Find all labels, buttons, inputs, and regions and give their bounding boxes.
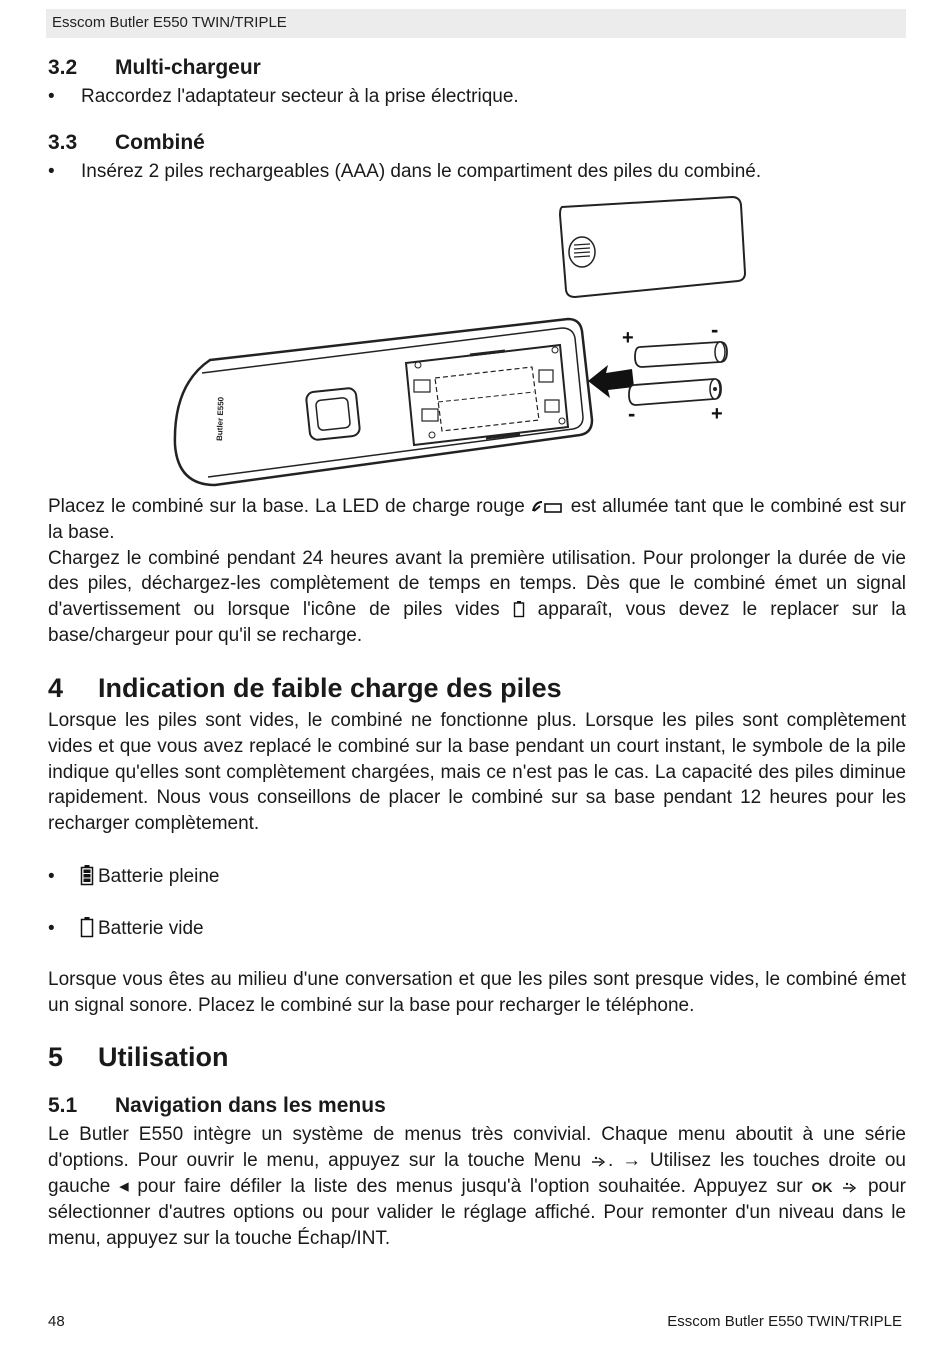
battery-cover: [560, 197, 745, 297]
charging-instructions: [48, 494, 906, 649]
text-run: apparaît, vous devez le replacer sur la base/chargeur pour qu'il se recharge.: [48, 599, 906, 646]
battery-item-label: Batterie pleine: [98, 866, 220, 887]
charging-paragraph-1: [48, 494, 906, 546]
heading-number: 5.1: [48, 1094, 78, 1117]
paragraph: [48, 1122, 906, 1252]
heading-title: Navigation dans les menus: [115, 1094, 386, 1117]
battery-item-full: [48, 864, 219, 888]
text-run: pour faire défiler la liste des menus jusqu'à l'option souhaitée. Appuyez sur: [128, 1175, 812, 1197]
heading-number: 4: [48, 673, 64, 703]
bullet-dot: •: [48, 86, 55, 107]
plus-sign-bottom: +: [711, 403, 723, 425]
text-run: Utilisez les touches droite ou gauche: [48, 1149, 906, 1197]
text-run: Le Butler E550 intègre un système de menus très convivial. Chaque menu aboutit à une série d'options. Pour ouvrir le menu, appuyez sur la touche Menu: [48, 1124, 906, 1171]
paragraph: Lorsque les piles sont vides, le combiné ne fonctionne plus. Lorsque les piles sont complètement vides et que vous avez replacé le combiné sur la base pendant un court instant, le symbole de la pile indique qu'elles sont complètement chargées, mais ce n'est pas le cas. La capacité des piles diminue rapidement. Nous vous conseillons de placer le combiné sur sa base pendant 12 heures pour les recharger complètement.: [48, 710, 906, 835]
minus-sign-bottom: -: [628, 401, 636, 426]
heading-number: 3.2: [48, 56, 78, 79]
heading-3-3: [48, 131, 205, 155]
bullet-dot: •: [48, 161, 55, 182]
section-4-text: [48, 708, 906, 837]
heading-number: 5: [48, 1042, 64, 1072]
charging-paragraph-2: [48, 546, 906, 649]
heading-title: Utilisation: [98, 1042, 229, 1072]
handset-battery-illustration: [170, 195, 790, 495]
insert-arrow-icon: [588, 365, 634, 398]
heading-5-1: [48, 1094, 386, 1118]
heading-title: Combiné: [115, 131, 205, 154]
bullet-text: Insérez 2 piles rechargeables (AAA) dans le compartiment des piles du combiné.: [81, 161, 762, 182]
arrow-left-icon: ◂: [119, 1175, 129, 1197]
minus-sign-top: -: [711, 317, 719, 342]
heading-4: [48, 673, 562, 704]
battery-item-empty: [48, 916, 204, 940]
battery-empty-icon: [80, 916, 94, 938]
ok-key-label: OK: [811, 1178, 833, 1195]
text-run: est allumée tant que le combiné est sur la base.: [48, 496, 906, 543]
footer-title: Esscom Butler E550 TWIN/TRIPLE: [667, 1313, 902, 1330]
section-4-text-2: [48, 967, 906, 1019]
heading-title: Indication de faible charge des piles: [98, 673, 562, 703]
text-run: .: [607, 1149, 623, 1171]
bullet-multi-chargeur: [48, 86, 519, 108]
ok-softkey-icon: [841, 1181, 859, 1195]
bullet-text: Raccordez l'adaptateur secteur à la prise électrique.: [81, 86, 519, 107]
handset-label: Butler E550: [215, 396, 226, 442]
heading-number: 3.3: [48, 131, 78, 154]
bullet-dot: •: [48, 866, 55, 887]
paragraph: Lorsque vous êtes au milieu d'une conversation et que les piles sont presque vides, le combiné émet un signal sonore. Placez le combiné sur la base pour recharger le téléphone.: [48, 969, 906, 1016]
text-run: pour sélectionner d'autres options ou pour valider le réglage affiché. Pour remonter d'un niveau dans le menu, appuyez sur la touche Échap/INT.: [48, 1175, 906, 1250]
battery-item-label: Batterie vide: [98, 918, 204, 939]
battery-full-icon: [80, 864, 94, 886]
header-title: Esscom Butler E550 TWIN/TRIPLE: [52, 14, 287, 31]
section-5-1-text: [48, 1122, 906, 1252]
page-number: 48: [48, 1313, 65, 1330]
charge-led-icon: [531, 499, 565, 515]
bullet-dot: •: [48, 918, 55, 939]
text-run: Placez le combiné sur la base. La LED de charge rouge: [48, 496, 531, 517]
heading-5: [48, 1042, 229, 1073]
battery-bottom: [629, 379, 721, 405]
plus-sign-top: +: [622, 327, 634, 349]
battery-empty-icon: [513, 600, 525, 618]
bullet-combine: [48, 161, 761, 183]
text-run: Chargez le combiné pendant 24 heures avant la première utilisation. Pour prolonger la durée de vie des piles, déchargez-les complètement de temps en temps. Dès que le combiné émet un signal d'avertissement ou lorsque l'icône de piles vides: [48, 547, 906, 621]
battery-top: [635, 342, 727, 367]
heading-3-2: [48, 56, 261, 80]
header-bar: [46, 9, 906, 38]
handset-body: [175, 319, 592, 485]
heading-title: Multi-chargeur: [115, 56, 261, 79]
arrow-right-icon: →: [622, 1149, 642, 1171]
menu-softkey-icon: [590, 1155, 608, 1169]
